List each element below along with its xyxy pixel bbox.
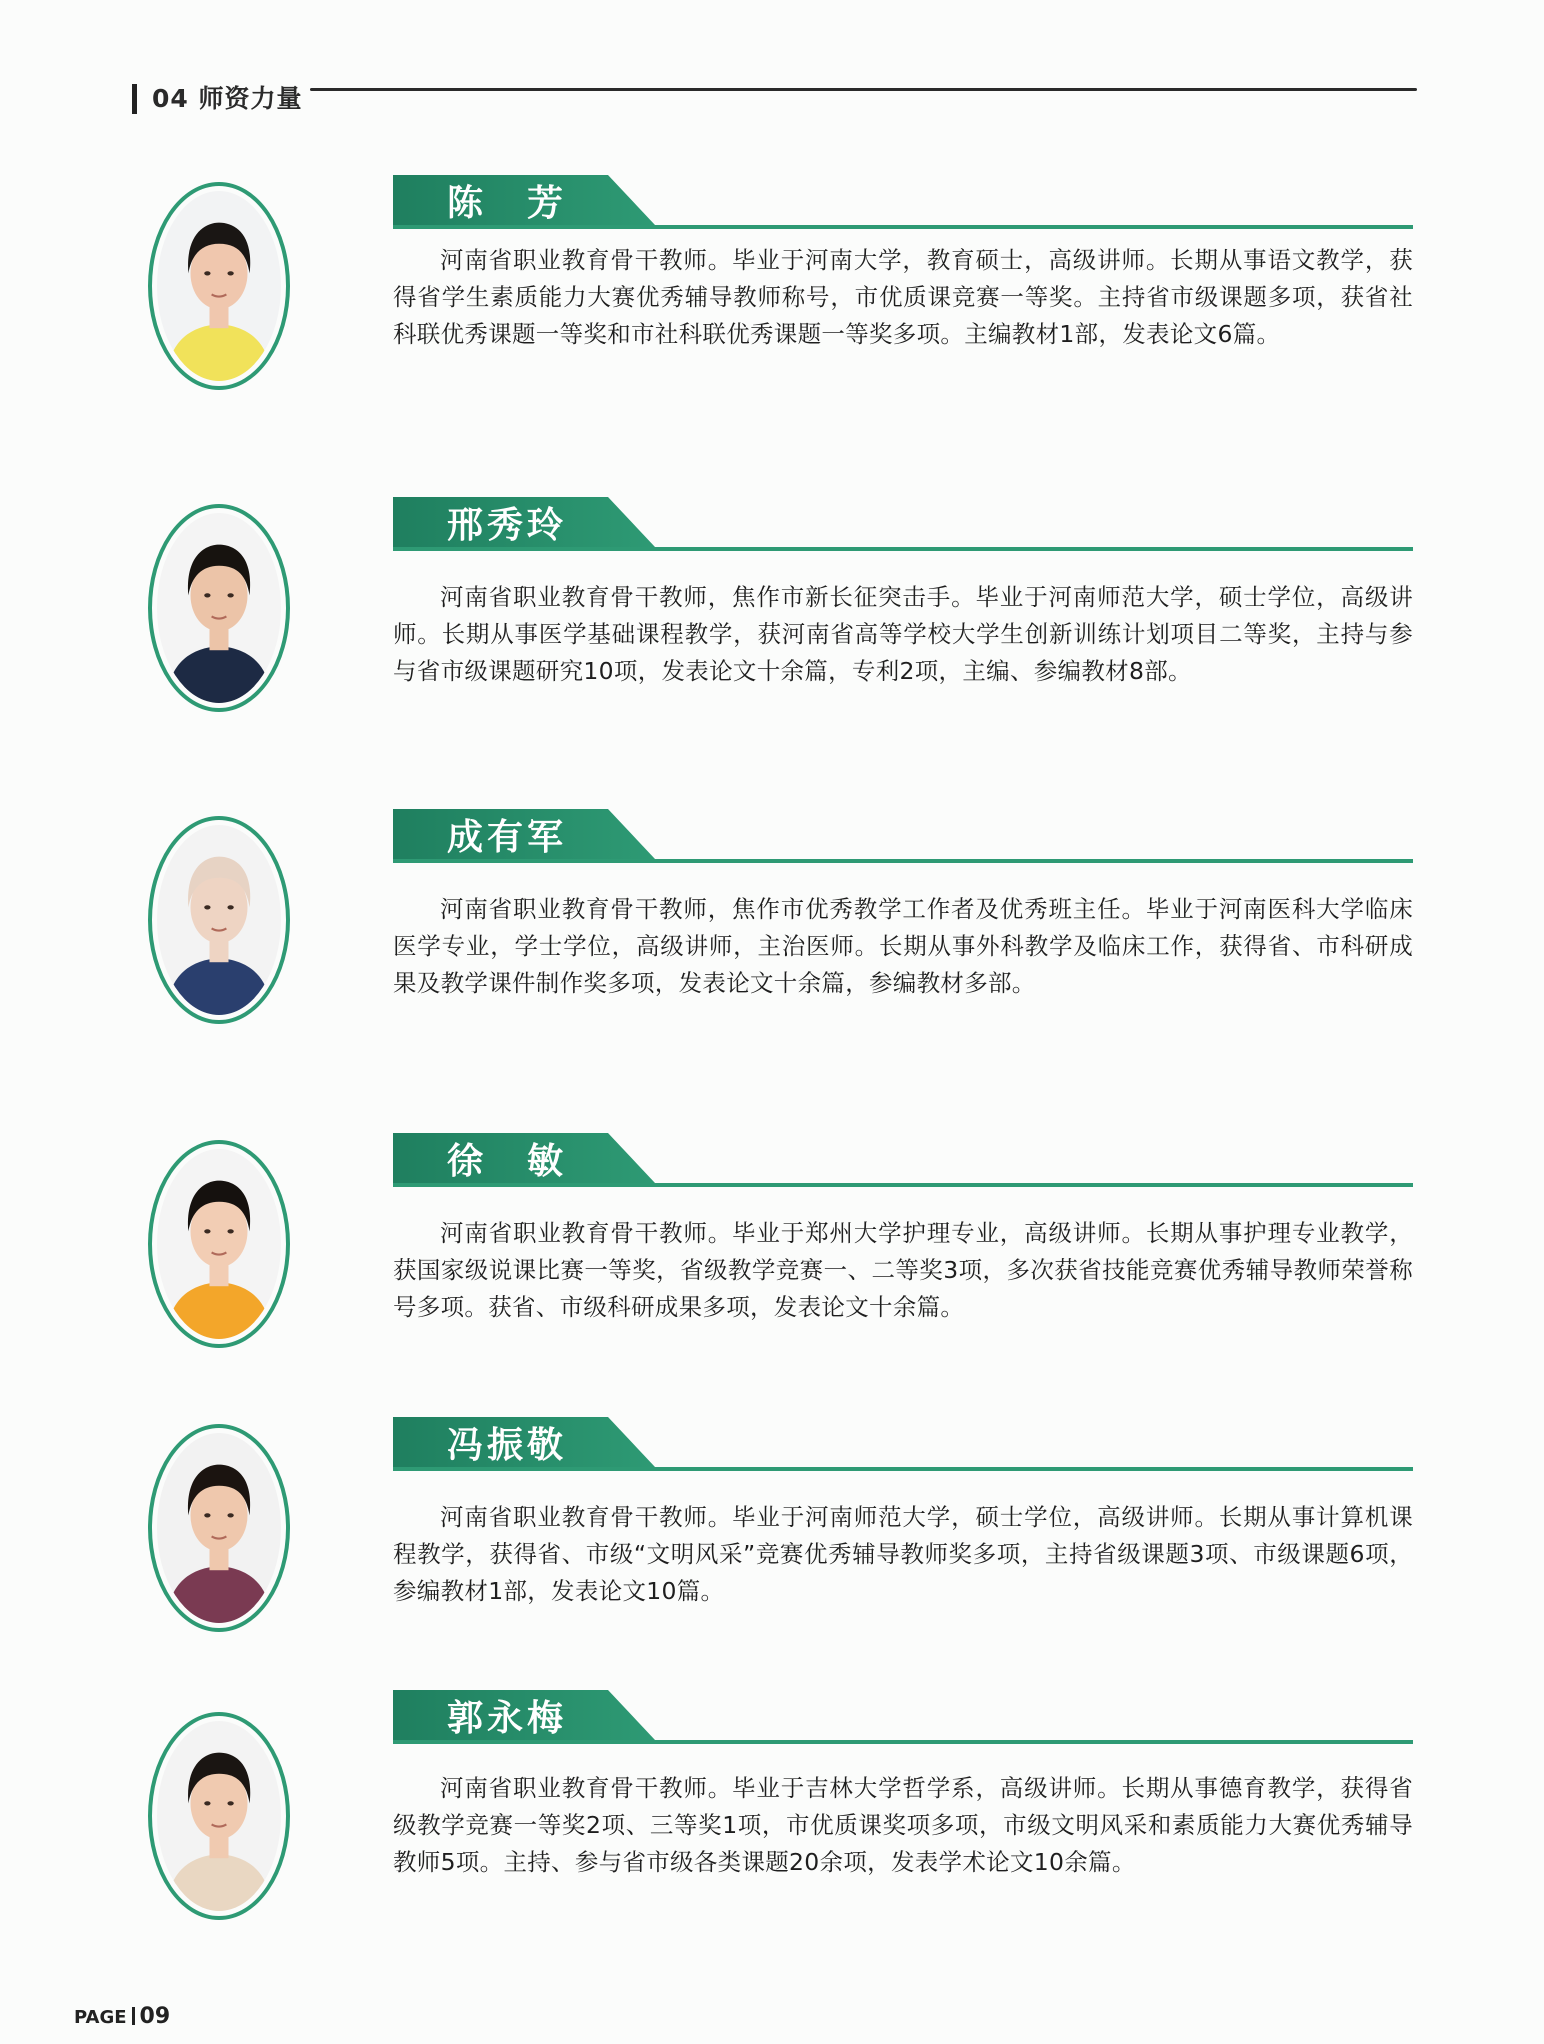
page-footer	[74, 2004, 170, 2030]
portrait-image	[157, 1149, 281, 1339]
name-banner	[393, 809, 1413, 869]
teacher-name: 邢秀玲	[447, 505, 568, 546]
teacher-bio: 河南省职业教育骨干教师。毕业于吉林大学哲学系，高级讲师。长期从事德育教学，获得省级教学竞赛一等奖2项、三等奖1项，市优质课奖项多项，市级文明风采和素质能力大赛优秀辅导教师5项。主持、参与省市级各类课题20余项，发表学术论文10余篇。	[393, 1774, 1413, 1876]
teacher-name: 陈 芳	[447, 183, 568, 224]
header-rule	[310, 88, 1417, 91]
teacher-name: 冯振敬	[447, 1425, 568, 1466]
name-banner	[393, 1417, 1413, 1477]
portrait-image	[157, 1433, 281, 1623]
teacher-bio: 河南省职业教育骨干教师。毕业于郑州大学护理专业，高级讲师。长期从事护理专业教学，获国家级说课比赛一等奖，省级教学竞赛一、二等奖3项，多次获省技能竞赛优秀辅导教师荣誉称号多项。获省、市级科研成果多项，发表论文十余篇。	[393, 1219, 1413, 1321]
teacher-profile	[0, 1130, 1544, 1390]
teacher-bio: 河南省职业教育骨干教师。毕业于河南师范大学，硕士学位，高级讲师。长期从事计算机课程教学，获得省、市级“文明风采”竞赛优秀辅导教师奖多项，主持省级课题3项、市级课题6项，参编教材1部，发表论文10篇。	[393, 1503, 1413, 1605]
name-banner	[393, 1133, 1413, 1193]
header-bar	[132, 84, 137, 114]
teacher-bio: 河南省职业教育骨干教师，焦作市优秀教学工作者及优秀班主任。毕业于河南医科大学临床医学专业，学士学位，高级讲师，主治医师。长期从事外科教学及临床工作，获得省、市科研成果及教学课件制作奖多项，发表论文十余篇，参编教材多部。	[393, 895, 1413, 997]
teacher-name: 徐 敏	[447, 1141, 568, 1182]
section-header	[132, 84, 1417, 114]
teacher-profile	[0, 172, 1544, 432]
teacher-name: 郭永梅	[447, 1698, 568, 1739]
portrait-image	[157, 513, 281, 703]
teacher-profile	[0, 806, 1544, 1066]
teacher-photo	[148, 182, 290, 390]
name-banner	[393, 1690, 1413, 1750]
portrait-image	[157, 1721, 281, 1911]
teacher-profile	[0, 1684, 1544, 1944]
teacher-photo	[148, 504, 290, 712]
teacher-bio: 河南省职业教育骨干教师，焦作市新长征突击手。毕业于河南师范大学，硕士学位，高级讲师。长期从事医学基础课程教学，获河南省高等学校大学生创新训练计划项目二等奖，主持与参与省市级课题研究10项，发表论文十余篇，专利2项，主编、参编教材8部。	[393, 583, 1413, 685]
teacher-profile	[0, 494, 1544, 754]
teacher-photo	[148, 1424, 290, 1632]
section-title: 04 师资力量	[152, 84, 303, 113]
footer-label: PAGE	[74, 2007, 127, 2028]
name-banner	[393, 175, 1413, 235]
teacher-profile	[0, 1414, 1544, 1674]
teacher-bio: 河南省职业教育骨干教师。毕业于河南大学，教育硕士，高级讲师。长期从事语文教学，获得省学生素质能力大赛优秀辅导教师称号，市优质课竞赛一等奖。主持省市级课题多项，获省社科联优秀课题一等奖和市社科联优秀课题一等奖多项。主编教材1部，发表论文6篇。	[393, 246, 1413, 348]
teacher-name: 成有军	[447, 817, 568, 858]
teacher-photo	[148, 816, 290, 1024]
portrait-image	[157, 191, 281, 381]
footer-separator	[132, 2007, 135, 2025]
teacher-photo	[148, 1140, 290, 1348]
name-banner	[393, 497, 1413, 557]
portrait-image	[157, 825, 281, 1015]
teacher-photo	[148, 1712, 290, 1920]
page-number: 09	[139, 2004, 171, 2029]
